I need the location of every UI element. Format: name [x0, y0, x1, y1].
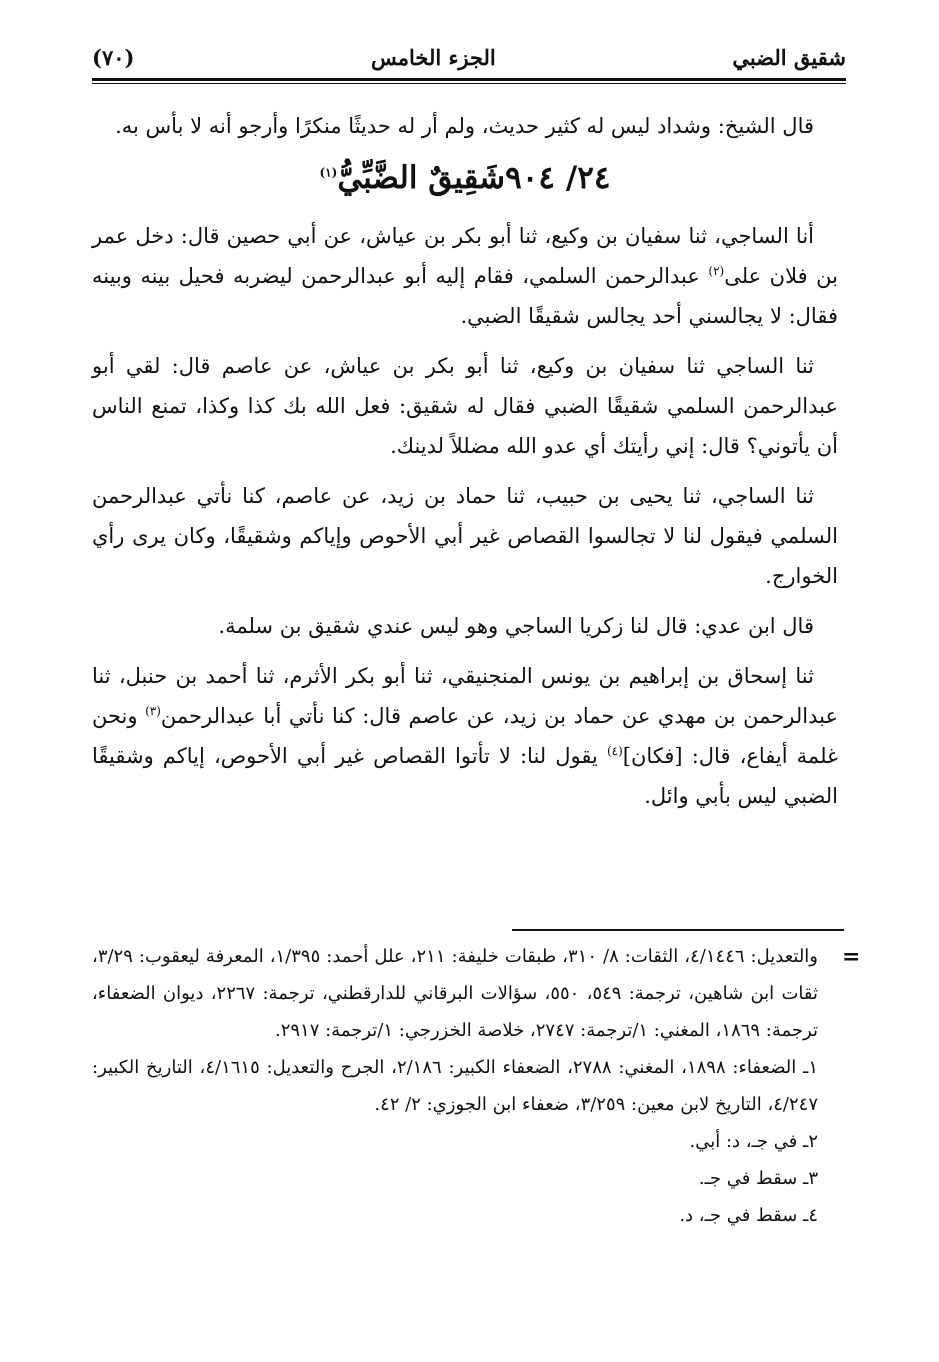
footnote-ref: (١)	[319, 165, 338, 180]
footnote-ref: (٤)	[606, 744, 623, 758]
footnote-4: ٤ـ سقط في جـ، د.	[679, 1205, 818, 1226]
footnote-separator	[512, 929, 844, 931]
entry-title	[92, 154, 838, 202]
paragraph-text: ثنا إسحاق بن إبراهيم بن يونس المنجنيقي، ثنا أبو بكر الأثرم، ثنا أحمد بن حنبل، ثنا عبدالرحمن بن مهدي عن حماد بن زيد، عن عاصم قال: كنا نأتي أبا عبدالرحمن	[92, 664, 838, 728]
paragraph-1	[92, 216, 838, 336]
main-text	[92, 106, 838, 826]
footnote-ref: (٢)	[708, 264, 725, 278]
footnote-ref: (٣)	[145, 704, 161, 718]
paragraph-text: يقول لنا: لا تأتوا القصاص غير أبي الأحوص، إياكم وشقيقًا الضبي ليس بأبي وائل.	[92, 744, 838, 808]
entry-title-text: ٢٤/ ٩٠٤شَقِيقٌ الضَّبِّيُّ	[337, 160, 611, 196]
footnote-2: ٢ـ في جـ، د: أبي.	[689, 1131, 818, 1152]
page-header	[92, 40, 846, 74]
footnote-3: ٣ـ سقط في جـ.	[698, 1168, 818, 1189]
footnotes	[92, 938, 818, 1234]
paragraph-4: قال ابن عدي: قال لنا زكريا الساجي وهو ليس عندي شقيق بن سلمة.	[218, 614, 814, 638]
page-number: (٧٠)	[92, 44, 135, 70]
paragraph-3: ثنا الساجي، ثنا يحيى بن حبيب، ثنا حماد بن زيد، عن عاصم، كنا نأتي عبدالرحمن السلمي فيقول لنا لا تجالسوا القصاص غير أبي الأحوص وإياكم وشقيقًا، وكان يرى رأي الخوارج.	[92, 484, 838, 588]
paragraph-2: ثنا الساجي ثنا سفيان بن وكيع، ثنا أبو بكر بن عياش، عن عاصم قال: لقي أبو عبدالرحمن السلمي شقيقًا الضبي فقال له شقيق: فعل الله بك كذا وكذا، تمنع الناس أن يأتوني؟ قال: إني رأيتك أي عدو الله مضللاً لدينك.	[92, 354, 838, 458]
footnote-1: ١ـ الضعفاء: ١٨٩٨، المغني: ٢٧٨٨، الضعفاء الكبير: ٢/١٨٦، الجرح والتعديل: ٤/١٦١٥، التاريخ الكبير: ٤/٢٤٧، التاريخ لابن معين: ٣/٢٥٩، ضعفاء ابن الجوزي: ٢/ ٤٢.	[92, 1057, 818, 1115]
footnote-continuation: والتعديل: ٤/١٤٤٦، الثقات: ٨/ ٣١٠، طبقات خليفة: ٢١١، علل أحمد: ١/٣٩٥، المعرفة ليعقوب: ٣/٢٩، ثقات ابن شاهين، ترجمة: ٥٤٩، ٥٥٠، سؤالات البرقاني للدارقطني، ترجمة: ٢٢٦٧، ديوان الضعفاء، ترجمة: ١٨٦٩، المغني: ١/ترجمة: ٢٧٤٧، خلاصة الخزرجي: ١/ترجمة: ٢٩١٧.	[92, 946, 818, 1041]
running-title: شقيق الضبي	[732, 44, 846, 70]
volume-label: الجزء الخامس	[371, 44, 496, 70]
intro-paragraph: قال الشيخ: وشداد ليس له كثير حديث، ولم أر له حديثًا منكرًا وأرجو أنه لا بأس به.	[115, 114, 814, 138]
paragraph-text: عبدالرحمن السلمي، فقام إليه أبو عبدالرحمن ليضربه فحيل بينه وبينه فقال: لا يجالسني أحد يجالس شقيقًا الضبي.	[92, 264, 838, 328]
footnote-continuation-mark: =	[842, 944, 861, 970]
header-rule	[92, 78, 846, 84]
paragraph-5	[92, 656, 838, 816]
paragraph-text: ونحن غلمة أيفاع، قال: [فكان]	[92, 704, 839, 768]
paragraph-text: أنا الساجي، ثنا سفيان بن وكيع، ثنا أبو بكر بن عياش، عن أبي حصين قال: دخل عمر بن فلان على	[92, 224, 838, 288]
